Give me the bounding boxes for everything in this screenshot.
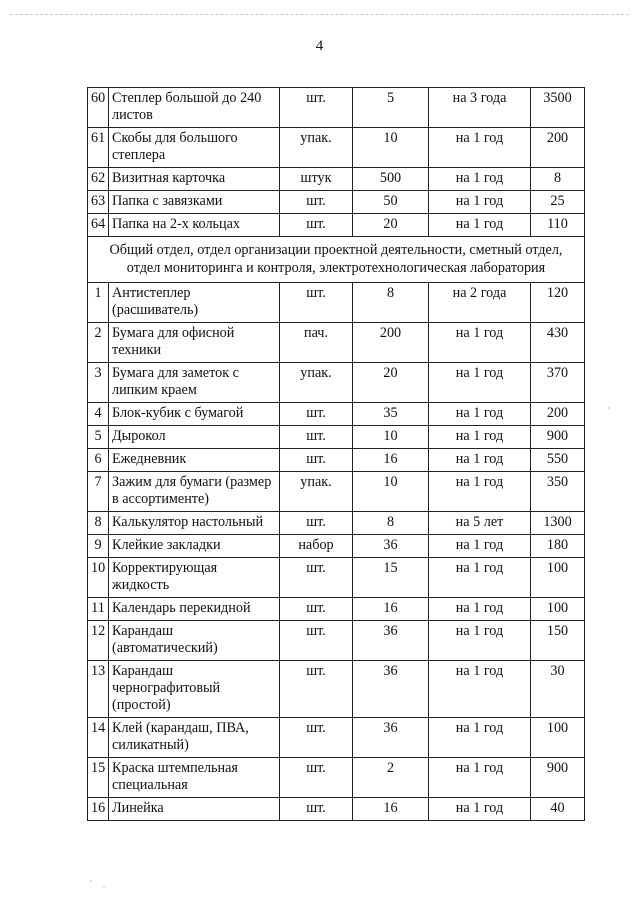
table-row bbox=[88, 168, 585, 191]
item-name: Корректирующая жидкость bbox=[109, 558, 280, 598]
row-number: 61 bbox=[88, 128, 109, 168]
item-unit: упак. bbox=[280, 363, 353, 403]
item-unit: набор bbox=[280, 535, 353, 558]
item-price: 100 bbox=[531, 598, 585, 621]
item-unit: пач. bbox=[280, 323, 353, 363]
table-row bbox=[88, 283, 585, 323]
item-quantity: 20 bbox=[353, 214, 429, 237]
item-quantity: 36 bbox=[353, 661, 429, 718]
item-quantity: 36 bbox=[353, 621, 429, 661]
item-quantity: 20 bbox=[353, 363, 429, 403]
item-quantity: 15 bbox=[353, 558, 429, 598]
scan-top-border bbox=[10, 14, 629, 15]
row-number: 8 bbox=[88, 512, 109, 535]
table-body-top bbox=[88, 88, 585, 237]
item-quantity: 35 bbox=[353, 403, 429, 426]
item-unit: штук bbox=[280, 168, 353, 191]
item-price: 40 bbox=[531, 798, 585, 821]
item-unit: шт. bbox=[280, 718, 353, 758]
item-name: Краска штемпельная специальная bbox=[109, 758, 280, 798]
item-unit: шт. bbox=[280, 558, 353, 598]
table-row bbox=[88, 128, 585, 168]
row-number: 12 bbox=[88, 621, 109, 661]
row-number: 11 bbox=[88, 598, 109, 621]
item-name: Степлер большой до 240 листов bbox=[109, 88, 280, 128]
item-price: 150 bbox=[531, 621, 585, 661]
item-unit: шт. bbox=[280, 798, 353, 821]
supplies-table bbox=[87, 87, 585, 821]
row-number: 4 bbox=[88, 403, 109, 426]
item-name: Карандаш (автоматический) bbox=[109, 621, 280, 661]
table-body-bottom bbox=[88, 283, 585, 821]
item-quantity: 16 bbox=[353, 798, 429, 821]
item-term: на 1 год bbox=[429, 718, 531, 758]
item-term: на 1 год bbox=[429, 426, 531, 449]
table-row bbox=[88, 558, 585, 598]
item-quantity: 2 bbox=[353, 758, 429, 798]
item-price: 30 bbox=[531, 661, 585, 718]
item-name: Блок-кубик с бумагой bbox=[109, 403, 280, 426]
table-section bbox=[88, 237, 585, 283]
item-price: 550 bbox=[531, 449, 585, 472]
item-price: 100 bbox=[531, 718, 585, 758]
table-row bbox=[88, 88, 585, 128]
item-quantity: 10 bbox=[353, 472, 429, 512]
item-name: Папка с завязками bbox=[109, 191, 280, 214]
item-name: Клей (карандаш, ПВА, силикатный) bbox=[109, 718, 280, 758]
item-term: на 1 год bbox=[429, 168, 531, 191]
item-price: 370 bbox=[531, 363, 585, 403]
item-term: на 1 год bbox=[429, 214, 531, 237]
row-number: 62 bbox=[88, 168, 109, 191]
table-row bbox=[88, 426, 585, 449]
item-price: 900 bbox=[531, 758, 585, 798]
item-term: на 1 год bbox=[429, 128, 531, 168]
item-name: Линейка bbox=[109, 798, 280, 821]
table-row bbox=[88, 535, 585, 558]
item-quantity: 16 bbox=[353, 449, 429, 472]
table-row bbox=[88, 449, 585, 472]
row-number: 1 bbox=[88, 283, 109, 323]
item-unit: шт. bbox=[280, 512, 353, 535]
item-unit: шт. bbox=[280, 758, 353, 798]
item-price: 350 bbox=[531, 472, 585, 512]
item-quantity: 36 bbox=[353, 718, 429, 758]
section-header-row bbox=[88, 237, 585, 283]
item-quantity: 36 bbox=[353, 535, 429, 558]
item-unit: упак. bbox=[280, 128, 353, 168]
item-unit: шт. bbox=[280, 88, 353, 128]
scan-speck bbox=[608, 407, 610, 409]
table-row bbox=[88, 214, 585, 237]
item-unit: шт. bbox=[280, 661, 353, 718]
table-row bbox=[88, 323, 585, 363]
table-row bbox=[88, 718, 585, 758]
item-quantity: 10 bbox=[353, 426, 429, 449]
scan-speck bbox=[90, 880, 92, 882]
row-number: 64 bbox=[88, 214, 109, 237]
item-name: Зажим для бумаги (размер в ассортименте) bbox=[109, 472, 280, 512]
item-name: Антистеплер (расшиватель) bbox=[109, 283, 280, 323]
item-unit: шт. bbox=[280, 191, 353, 214]
item-term: на 1 год bbox=[429, 323, 531, 363]
table-row bbox=[88, 598, 585, 621]
row-number: 13 bbox=[88, 661, 109, 718]
item-term: на 1 год bbox=[429, 798, 531, 821]
item-name: Калькулятор настольный bbox=[109, 512, 280, 535]
item-unit: упак. bbox=[280, 472, 353, 512]
item-price: 120 bbox=[531, 283, 585, 323]
item-price: 430 bbox=[531, 323, 585, 363]
table-row bbox=[88, 512, 585, 535]
item-term: на 1 год bbox=[429, 403, 531, 426]
table-row bbox=[88, 472, 585, 512]
item-name: Папка на 2-х кольцах bbox=[109, 214, 280, 237]
item-term: на 1 год bbox=[429, 535, 531, 558]
item-price: 200 bbox=[531, 128, 585, 168]
item-quantity: 16 bbox=[353, 598, 429, 621]
item-price: 110 bbox=[531, 214, 585, 237]
row-number: 2 bbox=[88, 323, 109, 363]
item-price: 1300 bbox=[531, 512, 585, 535]
item-unit: шт. bbox=[280, 283, 353, 323]
table-row bbox=[88, 363, 585, 403]
item-unit: шт. bbox=[280, 449, 353, 472]
row-number: 10 bbox=[88, 558, 109, 598]
table-row bbox=[88, 758, 585, 798]
item-name: Карандаш чернографитовый (простой) bbox=[109, 661, 280, 718]
item-name: Визитная карточка bbox=[109, 168, 280, 191]
item-price: 3500 bbox=[531, 88, 585, 128]
row-number: 5 bbox=[88, 426, 109, 449]
item-term: на 1 год bbox=[429, 558, 531, 598]
item-unit: шт. bbox=[280, 426, 353, 449]
item-term: на 1 год bbox=[429, 661, 531, 718]
item-name: Календарь перекидной bbox=[109, 598, 280, 621]
row-number: 14 bbox=[88, 718, 109, 758]
item-price: 100 bbox=[531, 558, 585, 598]
item-quantity: 500 bbox=[353, 168, 429, 191]
item-quantity: 10 bbox=[353, 128, 429, 168]
item-price: 180 bbox=[531, 535, 585, 558]
item-unit: шт. bbox=[280, 621, 353, 661]
item-unit: шт. bbox=[280, 598, 353, 621]
row-number: 63 bbox=[88, 191, 109, 214]
item-unit: шт. bbox=[280, 214, 353, 237]
item-price: 8 bbox=[531, 168, 585, 191]
row-number: 6 bbox=[88, 449, 109, 472]
item-price: 900 bbox=[531, 426, 585, 449]
scan-speck bbox=[103, 886, 105, 888]
item-quantity: 200 bbox=[353, 323, 429, 363]
section-title: Общий отдел, отдел организации проектной деятельности, сметный отдел, отдел мониторинга и контроля, электротехнологическая лаборатория bbox=[88, 237, 585, 283]
item-term: на 2 года bbox=[429, 283, 531, 323]
item-term: на 1 год bbox=[429, 621, 531, 661]
table-row bbox=[88, 191, 585, 214]
item-term: на 1 год bbox=[429, 363, 531, 403]
item-name: Клейкие закладки bbox=[109, 535, 280, 558]
item-name: Дырокол bbox=[109, 426, 280, 449]
table-row bbox=[88, 798, 585, 821]
row-number: 16 bbox=[88, 798, 109, 821]
item-quantity: 8 bbox=[353, 283, 429, 323]
item-name: Скобы для большого степлера bbox=[109, 128, 280, 168]
item-term: на 5 лет bbox=[429, 512, 531, 535]
row-number: 9 bbox=[88, 535, 109, 558]
row-number: 60 bbox=[88, 88, 109, 128]
page-number: 4 bbox=[315, 38, 324, 54]
item-name: Бумага для заметок с липким краем bbox=[109, 363, 280, 403]
item-name: Ежедневник bbox=[109, 449, 280, 472]
item-term: на 1 год bbox=[429, 449, 531, 472]
item-name: Бумага для офисной техники bbox=[109, 323, 280, 363]
item-quantity: 8 bbox=[353, 512, 429, 535]
item-quantity: 5 bbox=[353, 88, 429, 128]
item-term: на 3 года bbox=[429, 88, 531, 128]
item-term: на 1 год bbox=[429, 758, 531, 798]
item-quantity: 50 bbox=[353, 191, 429, 214]
item-term: на 1 год bbox=[429, 598, 531, 621]
row-number: 15 bbox=[88, 758, 109, 798]
item-term: на 1 год bbox=[429, 191, 531, 214]
item-price: 200 bbox=[531, 403, 585, 426]
table-row bbox=[88, 403, 585, 426]
row-number: 3 bbox=[88, 363, 109, 403]
item-term: на 1 год bbox=[429, 472, 531, 512]
item-unit: шт. bbox=[280, 403, 353, 426]
table-row bbox=[88, 661, 585, 718]
row-number: 7 bbox=[88, 472, 109, 512]
table-row bbox=[88, 621, 585, 661]
item-price: 25 bbox=[531, 191, 585, 214]
